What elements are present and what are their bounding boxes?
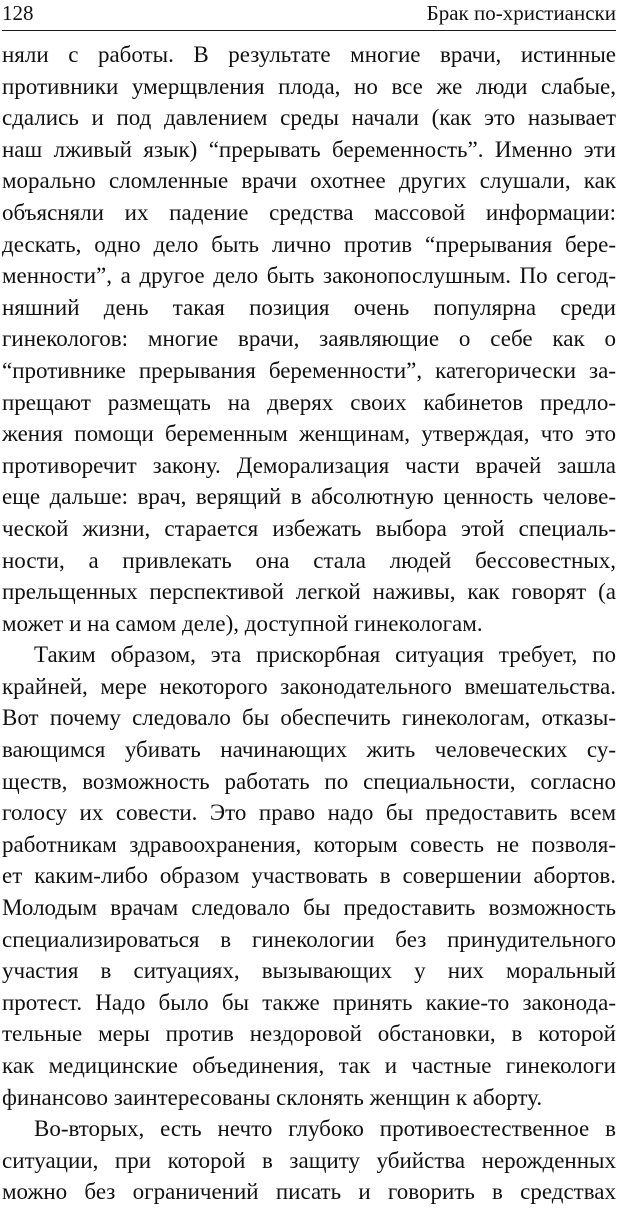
running-title: Брак по-христиански <box>426 1 616 25</box>
text-line: Молодым врачам следовало бы предоставить возможность <box>2 895 616 921</box>
text-line: протест. Надо было бы также принять какие-то законода- <box>2 989 616 1015</box>
text-line: противники умерщвления плода, но все же люди слабые, <box>2 73 616 99</box>
text-line: “противнике прерывания беременности”, категорически за- <box>2 357 616 383</box>
text-line: специализироваться в гинекологии без принудительного <box>2 926 616 952</box>
text-line: жения помощи беременным женщинам, утверждая, что это <box>2 421 616 447</box>
paragraph <box>2 39 616 639</box>
text-line: Во-вторых, есть нечто глубоко противоестественное в <box>34 1116 616 1142</box>
text-line: работникам здравоохранения, которым совесть не позволя- <box>2 831 616 857</box>
text-line: дескать, одно дело быть лично против “прерывания бере- <box>2 231 616 257</box>
text-line: ситуации, при которой в защиту убийства нерожденных <box>2 1147 616 1173</box>
text-line: Таким образом, эта прискорбная ситуация требует, по <box>34 642 616 668</box>
text-line: няли с работы. В результате многие врачи, истинные <box>2 42 616 67</box>
text-line: вающимся убивать начинающих жить человеческих су- <box>2 737 616 763</box>
text-line: тельные меры против нездоровой обстановки, в которой <box>2 1021 616 1047</box>
paragraph <box>2 639 616 1113</box>
text-line: ности, а привлекать она стала людей бессовестных, <box>2 547 616 573</box>
text-line: противоречит закону. Деморализация части врачей зашла <box>2 452 616 478</box>
text-line: крайней, мере некоторого законодательного вмешательства. <box>2 673 616 699</box>
body-text <box>2 39 616 1208</box>
text-line: гинекологов: многие врачи, заявляющие о себе как о <box>2 326 616 352</box>
text-line: ет каким-либо образом участвовать в совершении абортов. <box>2 863 616 889</box>
text-line: ществ, возможность работать по специальности, согласно <box>2 768 616 794</box>
text-line: морально сломленные врачи охотнее других слушали, как <box>2 168 616 194</box>
page-number: 128 <box>2 1 34 25</box>
text-line: ческой жизни, старается избежать выбора этой специаль- <box>2 515 616 541</box>
text-line: объясняли их падение средства массовой информации: <box>2 199 616 225</box>
text-line: менности”, а другое дело быть законопослушным. По сегод- <box>2 263 616 289</box>
page-header <box>2 0 616 31</box>
text-line: голосу их совести. Это право надо бы предоставить всем <box>2 800 616 826</box>
text-line: участия в ситуациях, вызывающих у них моральный <box>2 958 616 984</box>
text-line: прещают размещать на дверях своих кабинетов предло- <box>2 389 616 415</box>
text-line: может и на самом деле), доступной гинекологам. <box>2 610 483 636</box>
text-line: финансово заинтересованы склонять женщин к аборту. <box>2 1084 543 1110</box>
text-line: наш лживый язык) “прерывать беременность”. Именно эти <box>2 136 616 162</box>
text-line: еще дальше: врач, верящий в абсолютную ценность челове- <box>2 484 616 510</box>
text-line: Вот почему следовало бы обеспечить гинекологам, отказы- <box>2 705 616 731</box>
text-line: прельщенных перспективой легкой наживы, как говорят (а <box>2 579 616 605</box>
text-line: можно без ограничений писать и говорить в средствах <box>2 1179 616 1205</box>
text-line: няшний день такая позиция очень популярна среди <box>2 294 616 320</box>
text-line: сдались и под давлением среды начали (как это называет <box>2 105 616 131</box>
paragraph <box>2 1113 616 1208</box>
text-line: как медицинские объединения, так и частные гинекологи <box>2 1053 616 1078</box>
